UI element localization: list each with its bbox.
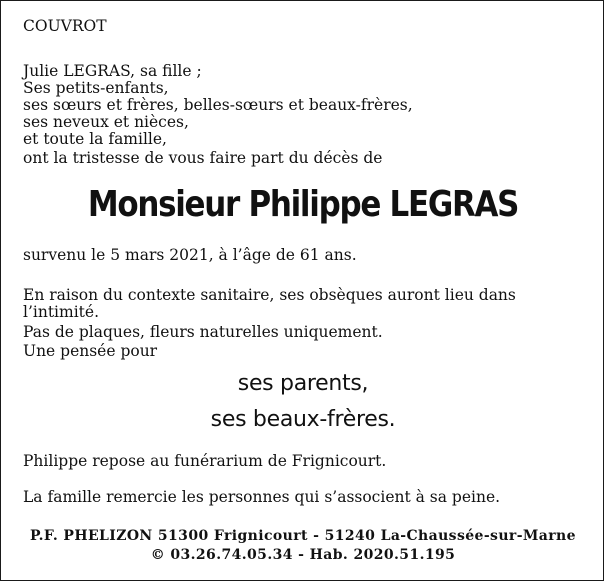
thought-line-parents: ses parents,	[237, 371, 369, 396]
funeral-line-thought: Une pensée pour	[23, 342, 158, 360]
thought-line-brothers-in-law: ses beaux-frères.	[210, 407, 396, 432]
family-line-grandchildren: Ses petits-enfants,	[23, 79, 169, 97]
notice-location: COUVROT	[23, 17, 107, 35]
death-date-line: survenu le 5 mars 2021, à l’âge de 61 ans.	[23, 246, 357, 264]
funeral-home-line: P.F. PHELIZON 51300 Frignicourt - 51240 La-Chaussée-sur-Marne	[30, 528, 576, 544]
funeral-line-privacy: l’intimité.	[23, 303, 99, 321]
family-line-nephews: ses neveux et nièces,	[23, 113, 189, 131]
funeral-line-flowers: Pas de plaques, fleurs naturelles uniquement.	[23, 323, 383, 341]
deceased-name: Monsieur Philippe LEGRAS	[87, 184, 519, 225]
thanks-line: La famille remercie les personnes qui s’associent à sa peine.	[23, 488, 501, 506]
rest-location-line: Philippe repose au funérarium de Frignicourt.	[23, 452, 387, 470]
announcement-line: ont la tristesse de vous faire part du décès de	[23, 149, 383, 167]
funeral-home-contact: © 03.26.74.05.34 - Hab. 2020.51.195	[150, 547, 456, 563]
family-line-daughter: Julie LEGRAS, sa fille ;	[23, 62, 202, 80]
family-line-family: et toute la famille,	[23, 130, 167, 148]
family-line-siblings: ses sœurs et frères, belles-sœurs et beaux-frères,	[23, 96, 413, 114]
funeral-line-context: En raison du contexte sanitaire, ses obsèques auront lieu dans	[23, 286, 516, 304]
